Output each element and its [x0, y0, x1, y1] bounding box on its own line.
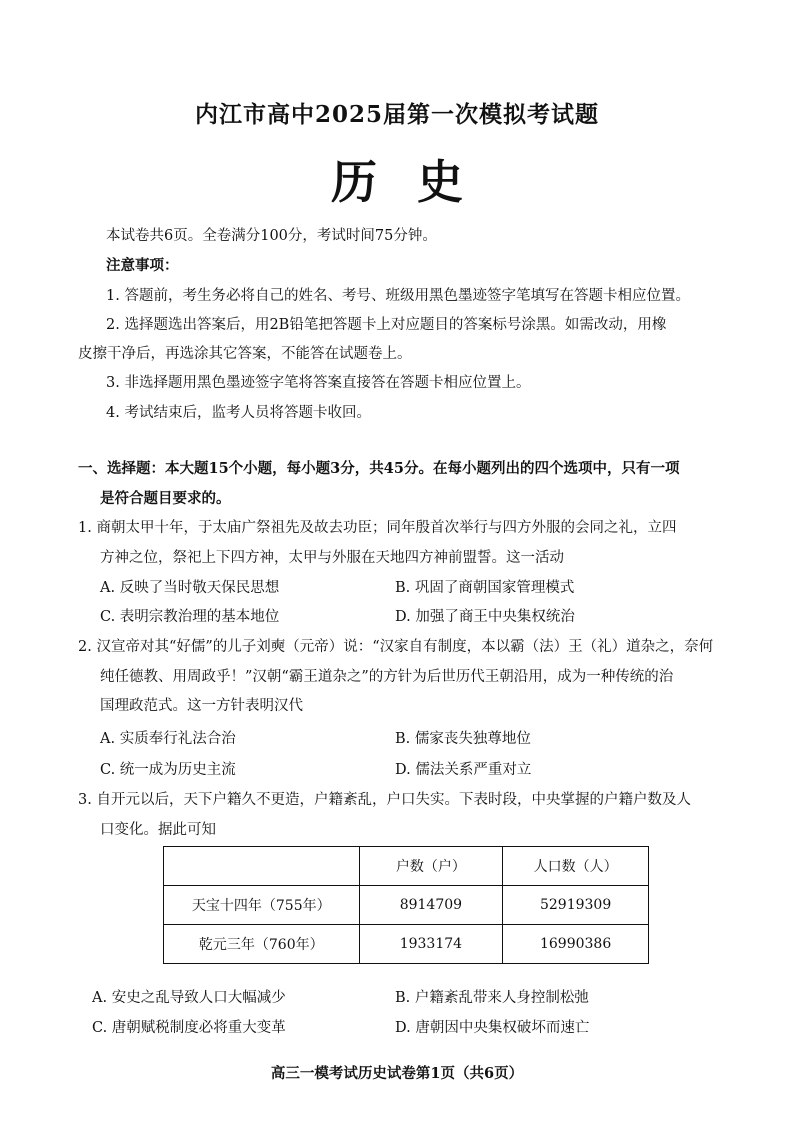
page-footer: 高三一模考试历史试卷第1页（共6页） — [270, 1065, 524, 1082]
notice-item: 2. 选择题选出答案后，用2B铅笔把答题卡上对应题目的答案标号涂黑。如需改动，用橡 — [106, 317, 667, 333]
question-2-stem: 国理政范式。这一方针表明汉代 — [100, 698, 303, 714]
section-heading-cont: 是符合题目要求的。 — [100, 490, 231, 507]
question-1-option-d: D. 加强了商王中央集权统治 — [395, 609, 575, 625]
question-1-option-a: A. 反映了当时敬天保民思想 — [100, 580, 280, 596]
table-header-cell — [164, 847, 360, 886]
exam-title: 内江市高中2025届第一次模拟考试题 — [194, 101, 599, 128]
table-cell: 乾元三年（760年） — [164, 925, 360, 964]
question-3-option-a: A. 安史之乱导致人口大幅减少 — [92, 990, 286, 1006]
notice-item-cont: 皮擦干净后，再选涂其它答案，不能答在试题卷上。 — [78, 346, 412, 362]
table-header-row — [164, 847, 649, 886]
table-cell: 天宝十四年（755年） — [164, 886, 360, 925]
question-3-option-b: B. 户籍紊乱带来人身控制松弛 — [395, 990, 589, 1006]
question-2-option-b: B. 儒家丧失独尊地位 — [395, 731, 531, 747]
question-3-stem: 3. 自开元以后，天下户籍久不更造，户籍紊乱，户口失实。下表时段，中央掌握的户籍户数及人 — [78, 792, 691, 808]
question-1-option-b: B. 巩固了商朝国家管理模式 — [395, 580, 575, 596]
table-cell: 52919309 — [503, 886, 649, 925]
notice-item: 3. 非选择题用黑色墨迹签字笔将答案直接答在答题卡相应位置上。 — [106, 375, 531, 391]
table-header-cell: 户数（户） — [359, 847, 503, 886]
question-3-option-c: C. 唐朝赋税制度必将重大变革 — [92, 1020, 286, 1036]
question-2-option-d: D. 儒法关系严重对立 — [395, 762, 532, 778]
notice-item: 4. 考试结束后，监考人员将答题卡收回。 — [106, 405, 371, 421]
table-cell: 8914709 — [359, 886, 503, 925]
table-cell: 16990386 — [503, 925, 649, 964]
question-1-stem: 1. 商朝太甲十年，于太庙广祭祖先及故去功臣；同年殷首次举行与四方外服的会同之礼，立四 — [78, 520, 677, 536]
population-table — [163, 846, 649, 964]
section-heading: 一、选择题：本大题15个小题，每小题3分，共45分。在每小题列出的四个选项中，只有一项 — [78, 460, 680, 477]
table-row — [164, 925, 649, 964]
table-row — [164, 886, 649, 925]
question-1-option-c: C. 表明宗教治理的基本地位 — [100, 609, 280, 625]
question-3-option-d: D. 唐朝因中央集权破坏而速亡 — [395, 1020, 590, 1036]
question-2-option-c: C. 统一成为历史主流 — [100, 762, 236, 778]
subject-title: 历史 — [331, 155, 503, 209]
intro-text: 本试卷共6页。全卷满分100分，考试时间75分钟。 — [106, 228, 437, 244]
question-2-stem: 2. 汉宣帝对其“好儒”的儿子刘奭（元帝）说：“汉家自有制度，本以霸（法）王（礼）道杂之，奈何 — [78, 639, 714, 655]
table-cell: 1933174 — [359, 925, 503, 964]
question-2-stem: 纯任德教、用周政乎！”汉朝“霸王道杂之”的方针为后世历代王朝沿用，成为一种传统的治 — [100, 669, 674, 685]
question-2-option-a: A. 实质奉行礼法合治 — [100, 731, 236, 747]
question-1-stem: 方神之位，祭祀上下四方神，太甲与外服在天地四方神前盟誓。这一活动 — [100, 550, 564, 566]
notice-heading: 注意事项： — [106, 257, 179, 274]
notice-item: 1. 答题前，考生务必将自己的姓名、考号、班级用黑色墨迹签字笔填写在答题卡相应位置。 — [106, 288, 690, 304]
table-header-cell: 人口数（人） — [503, 847, 649, 886]
question-3-stem: 口变化。据此可知 — [100, 822, 216, 838]
